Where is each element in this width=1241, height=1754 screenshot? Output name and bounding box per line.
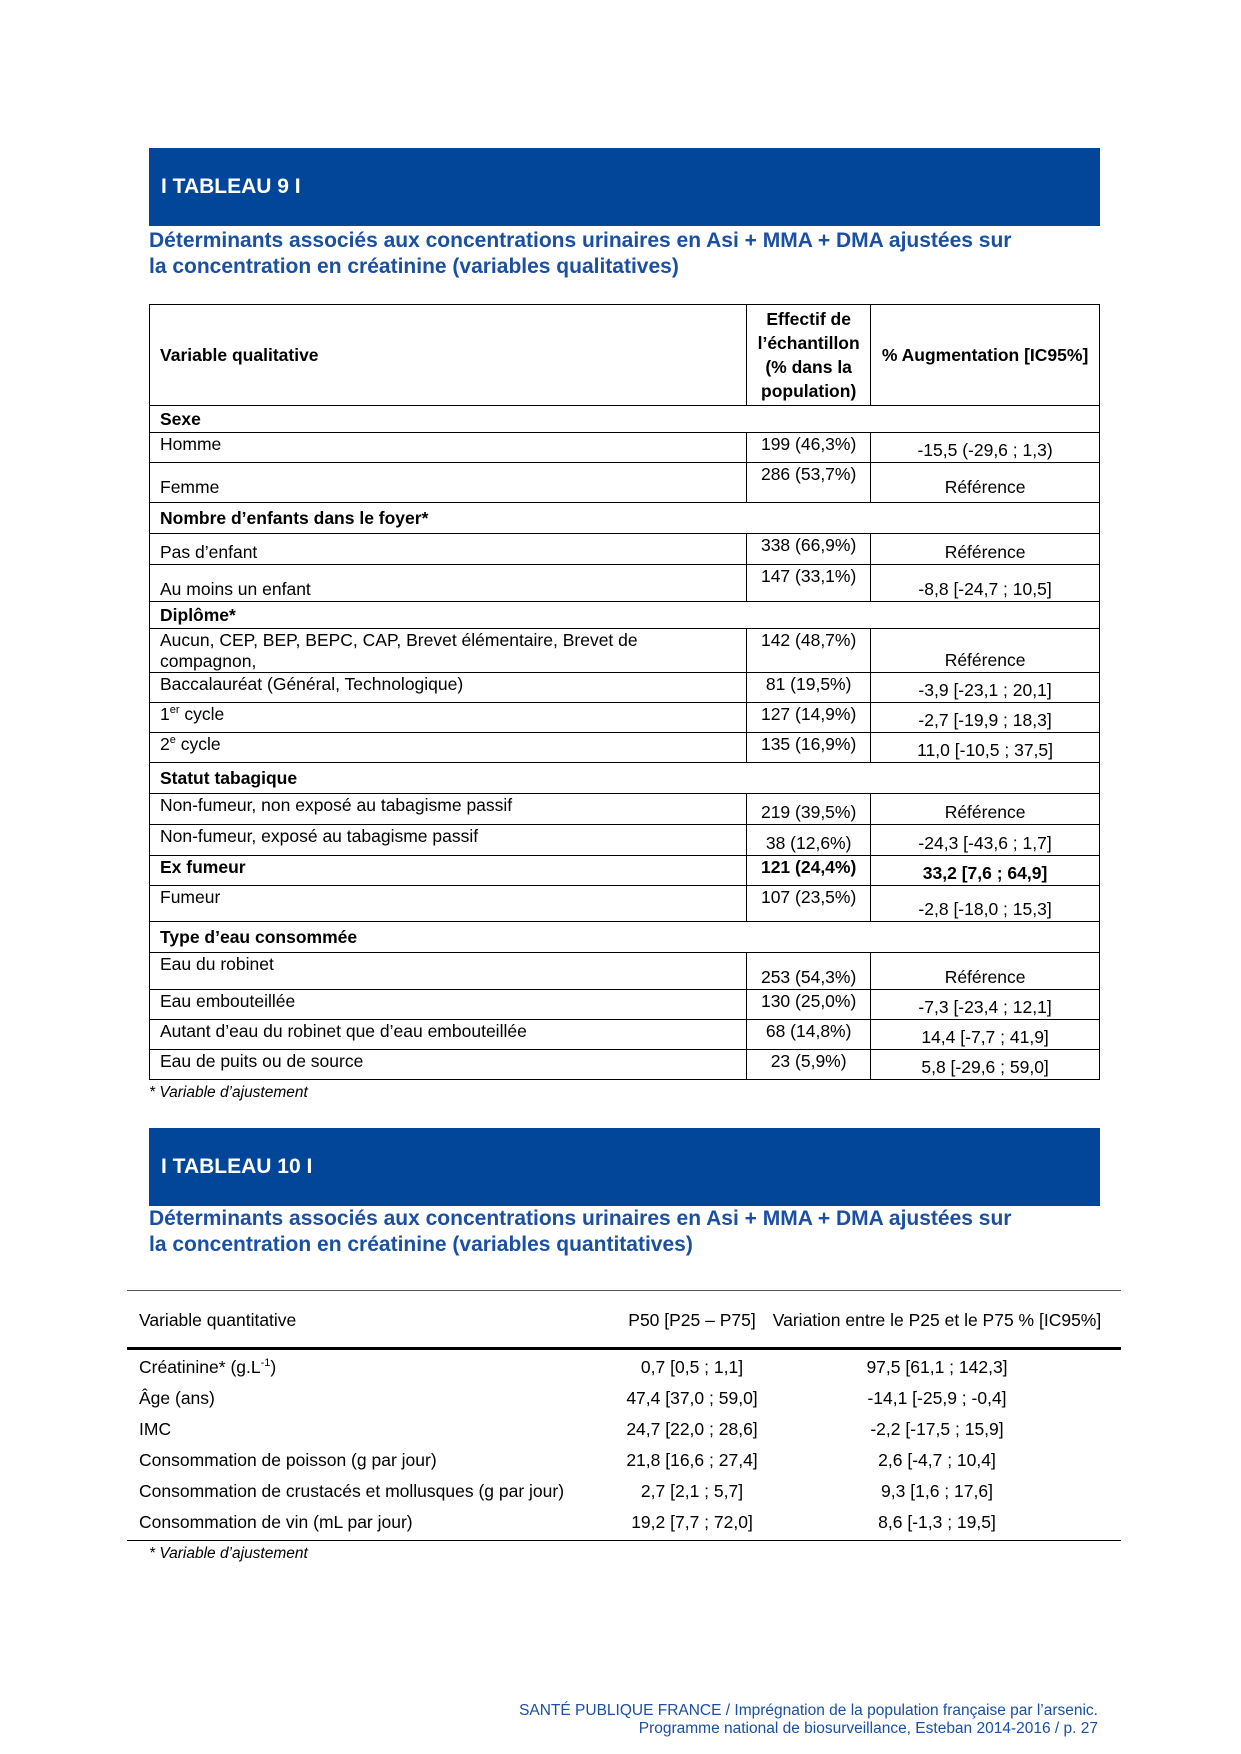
section-row [150,406,1100,433]
table-row [150,794,1100,825]
row-effectif: 23 (5,9%) [747,1050,871,1080]
footer-line-2: Programme national de biosurveillance, Esteban 2014-2016 / p. 27 [638,1720,1098,1737]
row-effectif: 135 (16,9%) [747,733,871,763]
row-variation: 8,6 [-1,3 ; 19,5] [878,1512,996,1532]
header-p50: P50 [P25 – P75] [628,1310,756,1330]
row-label: Femme [150,463,747,503]
header-effectif-line: Effectif de [766,309,851,329]
row-value: -15,5 (-29,6 ; 1,3) [871,433,1100,463]
row-label: Non-fumeur, exposé au tabagisme passif [150,825,747,856]
table-row [150,886,1100,922]
row-effectif: 338 (66,9%) [747,534,871,565]
row-label: Pas d’enfant [150,534,747,565]
table-header-rule [127,1347,1121,1350]
row-variation: 9,3 [1,6 ; 17,6] [881,1481,993,1501]
header-effectif-line: population) [761,381,857,401]
row-label: Consommation de poisson (g par jour) [139,1450,437,1470]
row-label-sup: er [169,704,180,717]
tableau-10-label: I TABLEAU 10 I [161,1155,313,1178]
table-row [150,565,1100,602]
row-label: Au moins un enfant [150,565,747,602]
table-top-rule [127,1290,1121,1291]
table-row [150,990,1100,1020]
row-effectif: 286 (53,7%) [747,463,871,503]
row-value: Référence [871,953,1100,990]
row-label: Eau embouteillée [150,990,747,1020]
section-row [150,763,1100,794]
section-row [150,503,1100,534]
header-effectif-line: l’échantillon [757,333,860,353]
table-row [150,534,1100,565]
row-label: Baccalauréat (Général, Technologique) [150,673,747,703]
row-effectif: 130 (25,0%) [747,990,871,1020]
header-effectif [747,305,871,406]
row-effectif: 253 (54,3%) [747,953,871,990]
row-value: -3,9 [-23,1 ; 20,1] [871,673,1100,703]
row-variation: -14,1 [-25,9 ; -0,4] [867,1388,1007,1408]
row-label: Eau du robinet [150,953,747,990]
tableau-9-table [149,304,1100,1080]
row-label: Fumeur [150,886,747,922]
row-label: Autant d’eau du robinet que d’eau embouteillée [150,1020,747,1050]
row-effectif: 219 (39,5%) [747,794,871,825]
row-label-part: ) [270,1357,277,1377]
row-value: -2,7 [-19,9 ; 18,3] [871,703,1100,733]
header-effectif-line: (% dans la [765,357,852,377]
section-title: Nombre d’enfants dans le foyer* [150,503,1100,534]
row-value: 33,2 [7,6 ; 64,9] [871,856,1100,886]
row-p50: 2,7 [2,1 ; 5,7] [640,1481,744,1501]
section-row [150,922,1100,953]
row-value: 14,4 [-7,7 ; 41,9] [871,1020,1100,1050]
tableau-9-title-line-1: Déterminants associés aux concentrations urinaires en Asi + MMA + DMA ajustées sur [149,229,1012,252]
tableau-10-title-line-2: la concentration en créatinine (variables quantitatives) [149,1233,693,1256]
row-effectif: 142 (48,7%) [747,629,871,673]
row-effectif: 121 (24,4%) [747,856,871,886]
row-variation: 97,5 [61,1 ; 142,3] [866,1357,1008,1377]
row-effectif: 199 (46,3%) [747,433,871,463]
row-label: Aucun, CEP, BEP, BEPC, CAP, Brevet élémentaire, Brevet de compagnon, [150,629,747,673]
row-variation: 2,6 [-4,7 ; 10,4] [878,1450,996,1470]
table-row [150,703,1100,733]
row-label-sup: -1 [260,1357,271,1370]
row-label-part: cycle [179,704,225,724]
table-row [150,825,1100,856]
table-row [150,953,1100,990]
row-label [150,733,747,763]
section-title: Type d’eau consommée [150,922,1100,953]
row-value: Référence [871,794,1100,825]
row-value: Référence [871,534,1100,565]
footer-line-1: SANTÉ PUBLIQUE FRANCE / Imprégnation de la population française par l’arsenic. [519,1702,1098,1719]
table-row [150,733,1100,763]
tableau-10-title [149,1206,1109,1258]
row-p50: 19,2 [7,7 ; 72,0] [631,1512,753,1532]
table-row [150,1050,1100,1080]
row-label: Eau de puits ou de source [150,1050,747,1080]
tableau-9-footnote: * Variable d’ajustement [149,1084,308,1101]
row-label [150,703,747,733]
row-label-sup: e [169,734,176,747]
row-value: Référence [871,629,1100,673]
row-p50: 21,8 [16,6 ; 27,4] [626,1450,758,1470]
row-value: 11,0 [-10,5 ; 37,5] [871,733,1100,763]
tableau-9-title [149,228,1109,280]
tableau-9-title-line-2: la concentration en créatinine (variables qualitatives) [149,255,679,278]
row-label: Ex fumeur [150,856,747,886]
table-row [150,673,1100,703]
row-label: Consommation de vin (mL par jour) [139,1512,413,1532]
section-title: Statut tabagique [150,763,1100,794]
row-label: IMC [139,1419,172,1439]
row-label: Homme [150,433,747,463]
header-variable: Variable quantitative [139,1310,297,1330]
row-value: Référence [871,463,1100,503]
row-label-part: 2 [160,734,170,754]
row-label-part: 1 [160,704,170,724]
header-variation: Variation entre le P25 et le P75 % [IC95%] [772,1310,1102,1330]
row-effectif: 38 (12,6%) [747,825,871,856]
row-p50: 0,7 [0,5 ; 1,1] [640,1357,744,1377]
header-variable: Variable qualitative [150,305,747,406]
row-label-part: Créatinine* (g.L [139,1357,261,1377]
row-value: -7,3 [-23,4 ; 12,1] [871,990,1100,1020]
table-bottom-rule [127,1540,1121,1541]
header-augmentation: % Augmentation [IC95%] [871,305,1100,406]
row-value: -8,8 [-24,7 ; 10,5] [871,565,1100,602]
row-label: Âge (ans) [139,1388,215,1408]
row-effectif: 107 (23,5%) [747,886,871,922]
table-row [150,433,1100,463]
row-label [139,1357,276,1378]
tableau-10-title-line-1: Déterminants associés aux concentrations urinaires en Asi + MMA + DMA ajustées sur [149,1207,1012,1230]
tableau-10-banner [149,1128,1100,1206]
tableau-10-footnote: * Variable d’ajustement [149,1545,308,1562]
row-effectif: 81 (19,5%) [747,673,871,703]
row-label: Consommation de crustacés et mollusques (g par jour) [139,1481,565,1501]
page-footer [519,1702,1098,1738]
row-p50: 47,4 [37,0 ; 59,0] [626,1388,758,1408]
section-row [150,602,1100,629]
row-p50: 24,7 [22,0 ; 28,6] [626,1419,758,1439]
table-row [150,463,1100,503]
section-title: Sexe [150,406,1100,433]
row-label-part: cycle [175,734,221,754]
row-effectif: 68 (14,8%) [747,1020,871,1050]
row-label: Non-fumeur, non exposé au tabagisme passif [150,794,747,825]
row-value: -2,8 [-18,0 ; 15,3] [871,886,1100,922]
table-row [150,856,1100,886]
row-value: 5,8 [-29,6 ; 59,0] [871,1050,1100,1080]
tableau-9-banner [149,148,1100,226]
tableau-9-label: I TABLEAU 9 I [161,175,301,198]
row-value: -24,3 [-43,6 ; 1,7] [871,825,1100,856]
table-row [150,1020,1100,1050]
table-header-row [150,305,1100,406]
row-effectif: 147 (33,1%) [747,565,871,602]
row-variation: -2,2 [-17,5 ; 15,9] [870,1419,1004,1439]
table-row [150,629,1100,673]
section-title: Diplôme* [150,602,1100,629]
row-effectif: 127 (14,9%) [747,703,871,733]
